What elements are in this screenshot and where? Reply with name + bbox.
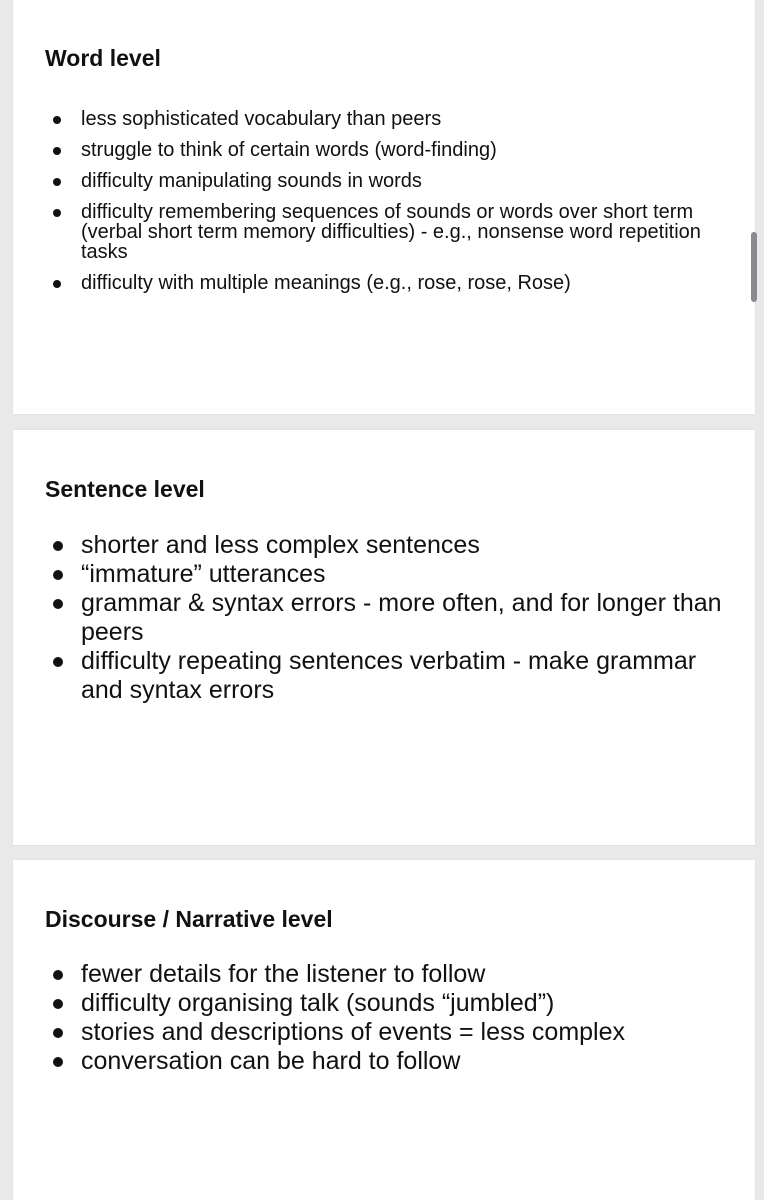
list-item: [45, 171, 725, 191]
list-item-text: shorter and less complex sentences: [81, 531, 480, 559]
bullet-list: [45, 531, 725, 705]
section-heading: Discourse / Narrative level: [45, 906, 333, 932]
list-item: [45, 589, 725, 647]
list-item-text: difficulty with multiple meanings (e.g., rose, rose, Rose): [81, 272, 571, 294]
bullet-icon: [53, 178, 61, 186]
bullet-list: [45, 109, 725, 304]
bullet-icon: [53, 280, 61, 288]
bullet-icon: [53, 147, 61, 155]
list-item: [45, 647, 725, 705]
list-item-text: difficulty repeating sentences verbatim - make grammar and syntax errors: [81, 647, 697, 704]
bullet-icon: [53, 599, 63, 609]
bullet-list: [45, 960, 725, 1076]
bullet-icon: [53, 1057, 63, 1067]
bullet-icon: [53, 209, 61, 217]
bullet-icon: [53, 657, 63, 667]
section-heading: Word level: [45, 45, 161, 71]
list-item: [45, 560, 725, 589]
list-item: [45, 1047, 725, 1076]
list-item-text: stories and descriptions of events = less complex: [81, 1018, 626, 1046]
vertical-scrollbar[interactable]: [751, 232, 757, 302]
slide-sentence-level: [13, 430, 755, 845]
section-heading: Sentence level: [45, 476, 205, 502]
list-item-text: grammar & syntax errors - more often, and for longer than peers: [81, 589, 722, 646]
list-item-text: difficulty manipulating sounds in words: [81, 170, 422, 192]
bullet-icon: [53, 570, 63, 580]
list-item-text: struggle to think of certain words (word-finding): [81, 139, 497, 161]
list-item-text: less sophisticated vocabulary than peers: [81, 108, 442, 130]
bullet-icon: [53, 999, 63, 1009]
slide-word-level: [13, 0, 755, 414]
list-item: [45, 531, 725, 560]
list-item-text: “immature” utterances: [81, 560, 326, 588]
list-item: [45, 989, 725, 1018]
bullet-icon: [53, 1028, 63, 1038]
bullet-icon: [53, 541, 63, 551]
list-item: [45, 960, 725, 989]
list-item: [45, 109, 725, 129]
bullet-icon: [53, 116, 61, 124]
list-item-text: difficulty remembering sequences of sounds or words over short term (verbal short term memory difficulties) - e.g., nonsense word repetition tasks: [81, 201, 701, 263]
list-item: [45, 1018, 725, 1047]
bullet-icon: [53, 970, 63, 980]
slide-discourse-narrative-level: [13, 860, 755, 1200]
list-item-text: conversation can be hard to follow: [81, 1047, 461, 1075]
list-item: [45, 202, 725, 262]
list-item: [45, 140, 725, 160]
list-item-text: difficulty organising talk (sounds “jumbled”): [81, 989, 555, 1017]
list-item: [45, 273, 725, 293]
list-item-text: fewer details for the listener to follow: [81, 960, 486, 988]
